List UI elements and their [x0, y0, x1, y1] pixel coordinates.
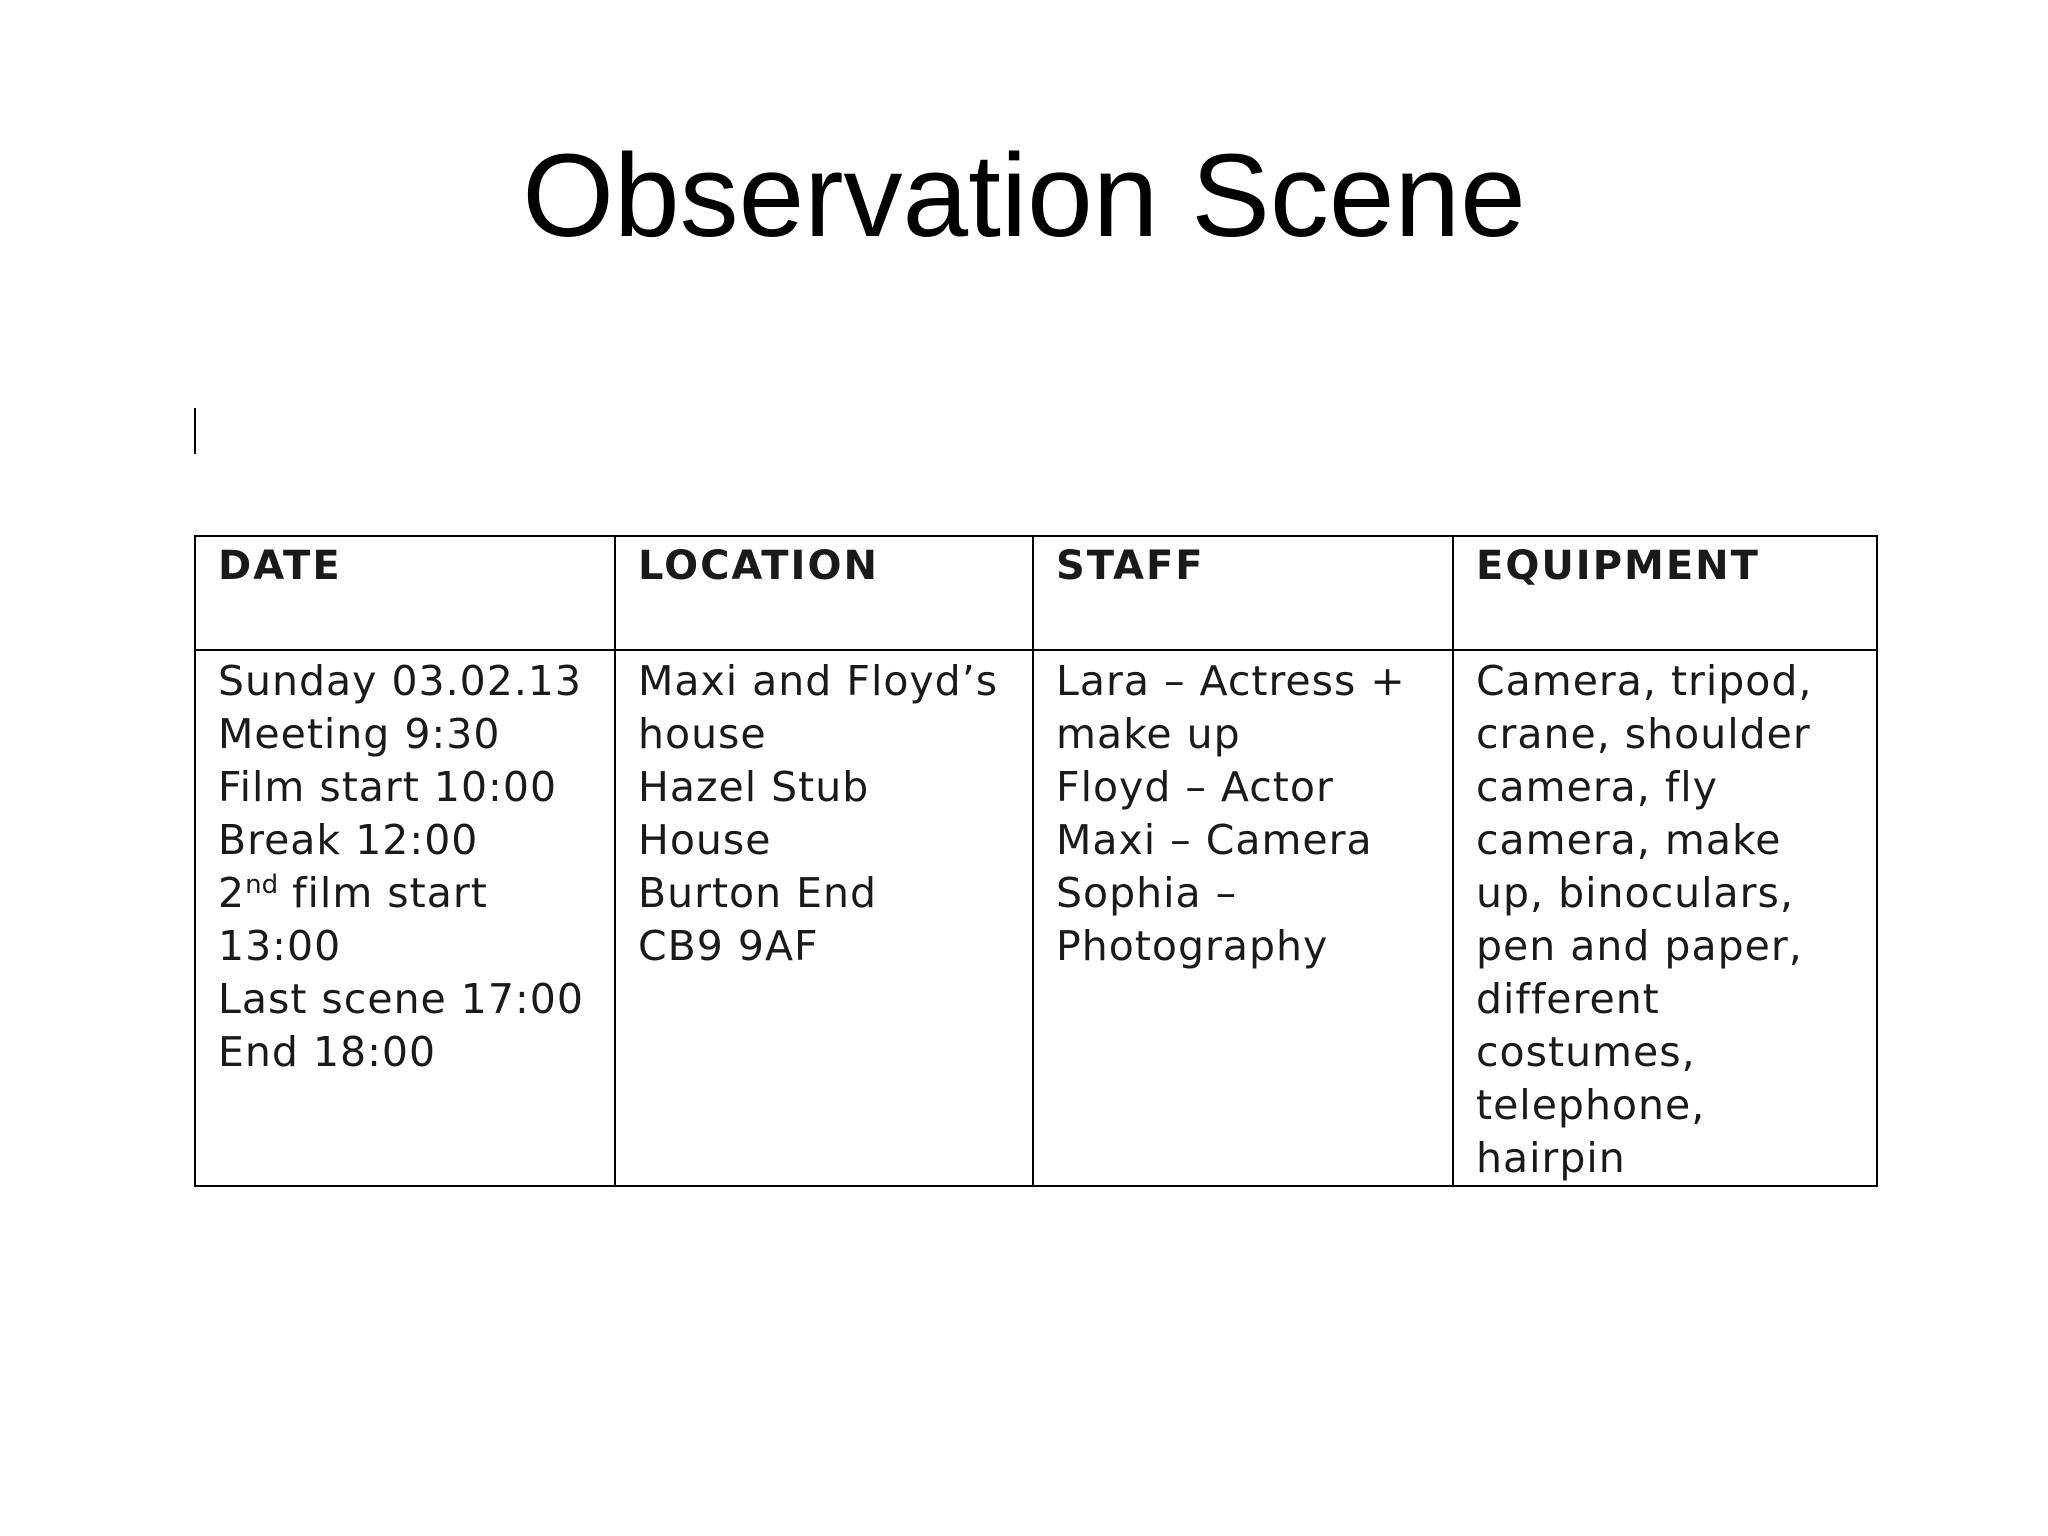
staff-line: Photography — [1056, 922, 1329, 970]
date-line: Sunday 03.02.13 — [218, 657, 583, 705]
ordinal-number: 2 — [218, 869, 246, 917]
staff-line: Floyd – Actor — [1056, 763, 1334, 811]
date-line: Last scene 17:00 — [218, 975, 584, 1023]
header-location: LOCATION — [615, 536, 1033, 650]
date-line: Film start 10:00 — [218, 763, 558, 811]
equipment-line: hairpin — [1476, 1134, 1626, 1182]
table-row — [195, 650, 1877, 1186]
equipment-line: telephone, — [1476, 1081, 1706, 1129]
slide-title: Observation Scene — [522, 130, 1526, 262]
equipment-line: crane, shoulder — [1476, 710, 1811, 758]
staff-line: Lara – Actress + — [1056, 657, 1406, 705]
equipment-cell — [1453, 650, 1877, 1186]
equipment-line: different — [1476, 975, 1660, 1023]
second-film-text: film start — [278, 869, 488, 917]
staff-cell — [1033, 650, 1453, 1186]
equipment-line: up, binoculars, — [1476, 869, 1794, 917]
date-line: Meeting 9:30 — [218, 710, 501, 758]
location-cell — [615, 650, 1033, 1186]
equipment-line: Camera, tripod, — [1476, 657, 1813, 705]
equipment-line: camera, make — [1476, 816, 1782, 864]
staff-line: Sophia – — [1056, 869, 1238, 917]
location-line: Maxi and Floyd’s — [638, 657, 999, 705]
equipment-line: costumes, — [1476, 1028, 1696, 1076]
location-line: CB9 9AF — [638, 922, 819, 970]
location-line: Burton End — [638, 869, 878, 917]
date-line: 13:00 — [218, 922, 342, 970]
staff-line: make up — [1056, 710, 1241, 758]
date-line: Break 12:00 — [218, 816, 479, 864]
staff-line: Maxi – Camera — [1056, 816, 1373, 864]
location-line: house — [638, 710, 767, 758]
header-staff: STAFF — [1033, 536, 1453, 650]
table-header-row — [195, 536, 1877, 650]
date-line: End 18:00 — [218, 1028, 437, 1076]
date-line-second-film — [218, 867, 596, 920]
date-cell — [195, 650, 615, 1186]
location-line: Hazel Stub — [638, 763, 870, 811]
text-insertion-cursor — [194, 408, 196, 454]
header-date: DATE — [195, 536, 615, 650]
equipment-line: camera, fly — [1476, 763, 1718, 811]
equipment-line: pen and paper, — [1476, 922, 1803, 970]
ordinal-suffix: nd — [245, 870, 279, 900]
schedule-table — [194, 535, 1878, 1187]
header-equipment: EQUIPMENT — [1453, 536, 1877, 650]
location-line: House — [638, 816, 772, 864]
